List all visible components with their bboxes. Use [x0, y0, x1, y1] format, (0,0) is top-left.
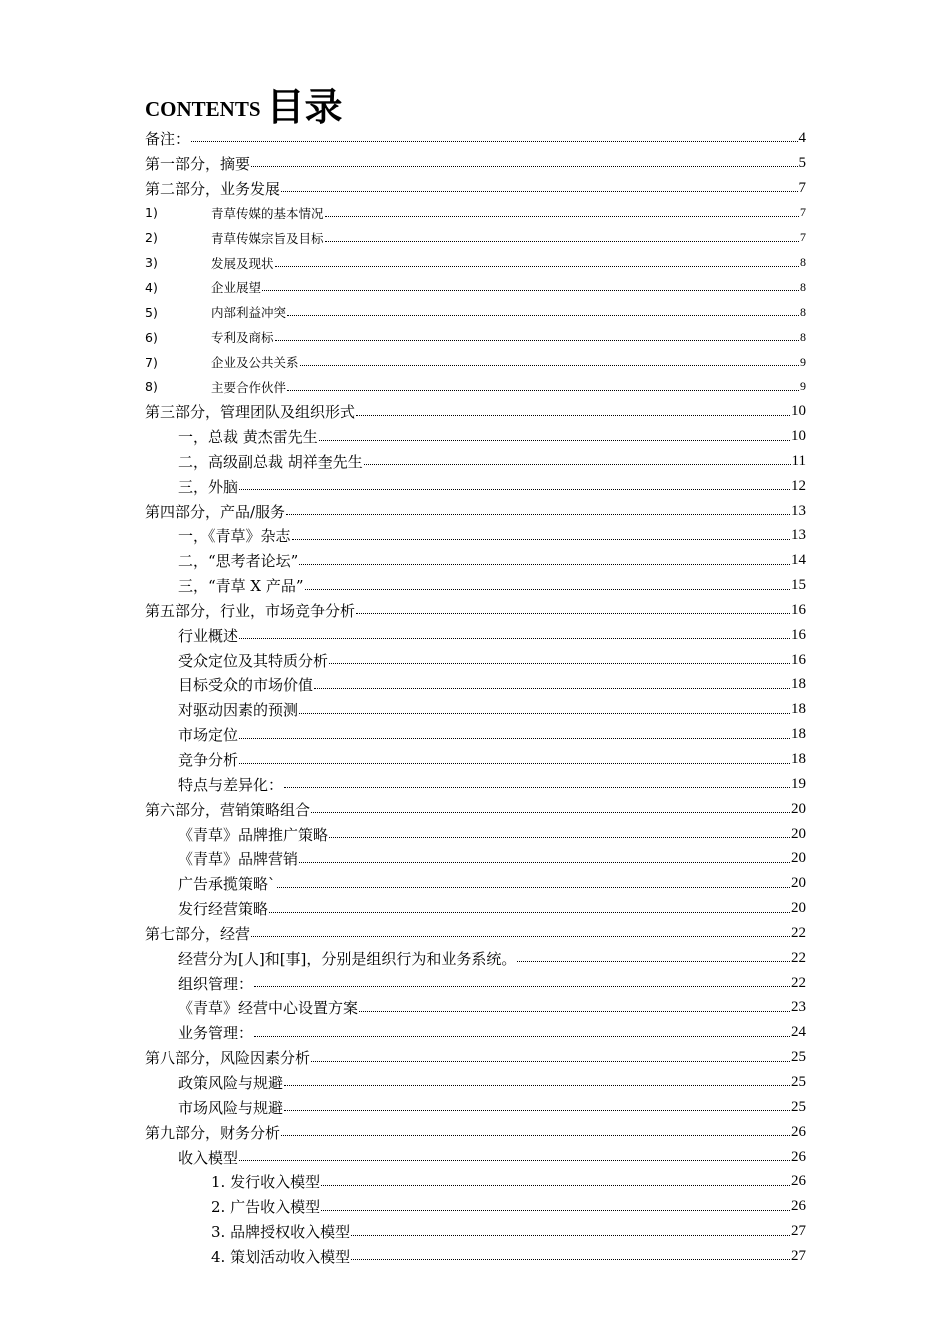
toc-entry[interactable]	[145, 275, 806, 300]
toc-entry-page: 7	[800, 205, 806, 220]
toc-entry-title: 企业及公共关系	[211, 355, 299, 371]
toc-entry[interactable]	[145, 250, 806, 275]
toc-entry-page: 20	[791, 900, 806, 917]
toc-entry-title: 企业展望	[211, 280, 262, 296]
toc-entry-page: 9	[800, 379, 806, 394]
toc-entry[interactable]	[145, 797, 806, 822]
toc-entry-title: 4. 策划活动收入模型	[211, 1247, 351, 1266]
dot-leader	[329, 836, 790, 838]
toc-entry-number: 3)	[145, 255, 158, 271]
toc-entry-title: 内部利益冲突	[211, 305, 287, 321]
toc-entry-page: 20	[791, 875, 806, 892]
toc-entry-page: 24	[791, 1024, 806, 1041]
dot-leader	[251, 935, 790, 937]
toc-entry[interactable]	[145, 896, 806, 921]
toc-entry-page: 5	[798, 154, 806, 171]
toc-entry-title: 青草传媒的基本情况	[211, 205, 324, 221]
toc-entry-title: 第七部分，经营	[145, 924, 251, 943]
toc-entry-page: 12	[791, 477, 806, 494]
toc-entry-page: 18	[791, 701, 806, 718]
toc-entry-title: 第九部分，财务分析	[145, 1123, 281, 1142]
toc-entry-page: 20	[791, 825, 806, 842]
toc-entry-title: 目标受众的市场价值	[178, 676, 314, 695]
toc-entry-title: 《青草》品牌推广策略	[178, 825, 329, 844]
toc-entry[interactable]	[145, 1145, 806, 1170]
toc-entry[interactable]	[145, 225, 806, 250]
dot-leader	[299, 712, 790, 714]
page-title	[145, 80, 343, 129]
toc-entry-page: 20	[791, 800, 806, 817]
toc-entry-number: 4)	[145, 279, 158, 295]
dot-leader	[262, 289, 799, 291]
toc-entry[interactable]	[145, 573, 806, 598]
toc-entry[interactable]	[145, 151, 806, 176]
dot-leader	[287, 314, 799, 316]
dot-leader	[286, 513, 790, 515]
toc-entry-title: 竞争分析	[178, 751, 239, 770]
toc-entry-title: 第六部分，营销策略组合	[145, 800, 311, 819]
toc-entry-title: 第四部分，产品/服务	[145, 502, 286, 521]
toc-entry[interactable]	[145, 1219, 806, 1244]
dot-leader	[311, 1060, 790, 1062]
toc-entry-number: 8)	[145, 379, 158, 395]
toc-entry[interactable]	[145, 325, 806, 350]
toc-entry-page: 25	[791, 1073, 806, 1090]
dot-leader	[300, 364, 799, 366]
toc-entry-title: 三，外脑	[178, 477, 239, 496]
toc-entry[interactable]	[145, 846, 806, 871]
toc-entry-title: 三，“青草 X 产品”	[178, 577, 304, 596]
toc-entry-page: 14	[791, 552, 806, 569]
toc-entry-page: 23	[791, 999, 806, 1016]
toc-entry-page: 13	[791, 502, 806, 519]
dot-leader	[351, 1234, 790, 1236]
toc-entry[interactable]	[145, 424, 806, 449]
toc-entry-title: 广告承揽策略`	[178, 875, 276, 894]
dot-leader	[517, 960, 790, 962]
toc-entry-page: 25	[791, 1049, 806, 1066]
dot-leader	[239, 637, 790, 639]
toc-entry-title: 一，《青草》杂志	[178, 527, 291, 546]
toc-entry[interactable]	[145, 350, 806, 375]
dot-leader	[251, 165, 797, 167]
toc-entry-page: 10	[791, 428, 806, 445]
toc-entry-page: 4	[798, 129, 806, 146]
toc-entry-title: 专利及商标	[211, 330, 274, 346]
toc-entry-title: 备注：	[145, 129, 191, 148]
toc-entry-title: 1. 发行收入模型	[211, 1173, 321, 1192]
toc-entry[interactable]	[145, 300, 806, 325]
dot-leader	[356, 612, 790, 614]
toc-entry-page: 18	[791, 676, 806, 693]
dot-leader	[287, 389, 799, 391]
toc-entry-title: 市场定位	[178, 726, 239, 745]
toc-entry-page: 25	[791, 1098, 806, 1115]
toc-entry[interactable]	[145, 871, 806, 896]
dot-leader	[305, 588, 790, 590]
toc-entry-title: 二，高级副总裁 胡祥奎先生	[178, 452, 363, 471]
toc-entry-title: 组织管理：	[178, 974, 254, 993]
toc-entry[interactable]	[145, 524, 806, 549]
toc-entry[interactable]	[145, 474, 806, 499]
toc-entry[interactable]	[145, 1120, 806, 1145]
dot-leader	[325, 215, 799, 217]
toc-entry[interactable]	[145, 1244, 806, 1269]
toc-entry[interactable]	[145, 697, 806, 722]
dot-leader	[284, 1109, 790, 1111]
toc-entry-page: 27	[791, 1223, 806, 1240]
toc-entry[interactable]	[145, 399, 806, 424]
toc-entry[interactable]	[145, 971, 806, 996]
toc-entry[interactable]	[145, 946, 806, 971]
dot-leader	[356, 414, 790, 416]
toc-entry[interactable]	[145, 1169, 806, 1194]
toc-entry-page: 13	[791, 527, 806, 544]
toc-entry[interactable]	[145, 374, 806, 399]
dot-leader	[351, 1258, 790, 1260]
toc-entry-page: 8	[800, 329, 806, 344]
dot-leader	[292, 538, 790, 540]
toc-entry-title: 青草传媒宗旨及目标	[211, 230, 324, 246]
toc-entry-number: 5)	[145, 304, 158, 320]
toc-entry[interactable]	[145, 623, 806, 648]
dot-leader	[281, 1134, 790, 1136]
toc-entry[interactable]	[145, 598, 806, 623]
toc-entry-page: 8	[800, 255, 806, 270]
toc-entry-title: 第三部分，管理团队及组织形式	[145, 403, 356, 422]
toc-entry-title: 行业概述	[178, 626, 239, 645]
dot-leader	[319, 439, 790, 441]
dot-leader	[299, 563, 790, 565]
dot-leader	[277, 886, 790, 888]
toc-entry-page: 22	[791, 924, 806, 941]
toc-entry[interactable]	[145, 772, 806, 797]
dot-leader	[191, 140, 797, 142]
dot-leader	[314, 687, 790, 689]
dot-leader	[239, 762, 790, 764]
toc-entry-page: 20	[791, 850, 806, 867]
dot-leader	[364, 463, 791, 465]
toc-entry[interactable]	[145, 1045, 806, 1070]
toc-entry-page: 22	[791, 974, 806, 991]
toc-entry[interactable]	[145, 673, 806, 698]
toc-entry[interactable]	[145, 921, 806, 946]
dot-leader	[299, 861, 790, 863]
table-of-contents	[145, 126, 806, 1269]
toc-entry-page: 7	[800, 230, 806, 245]
dot-leader	[325, 240, 799, 242]
toc-entry[interactable]	[145, 648, 806, 673]
toc-entry-page: 9	[800, 354, 806, 369]
toc-entry[interactable]	[145, 722, 806, 747]
dot-leader	[359, 1010, 790, 1012]
toc-entry-title: 主要合作伙伴	[211, 379, 287, 395]
dot-leader	[239, 737, 790, 739]
toc-entry-page: 27	[791, 1247, 806, 1264]
toc-entry[interactable]	[145, 1070, 806, 1095]
dot-leader	[321, 1209, 790, 1211]
toc-entry-page: 11	[791, 452, 806, 469]
toc-entry-page: 10	[791, 403, 806, 420]
dot-leader	[275, 265, 799, 267]
toc-entry-page: 16	[791, 626, 806, 643]
toc-entry-title: 2. 广告收入模型	[211, 1198, 321, 1217]
toc-entry[interactable]	[145, 747, 806, 772]
toc-entry-title: 经营分为[人]和[事]，分别是组织行为和业务系统。	[178, 949, 517, 968]
toc-entry-number: 6)	[145, 329, 158, 345]
toc-entry-page: 22	[791, 949, 806, 966]
toc-entry-page: 18	[791, 751, 806, 768]
toc-entry-page: 19	[791, 775, 806, 792]
dot-leader	[321, 1184, 790, 1186]
dot-leader	[281, 190, 797, 192]
toc-entry[interactable]	[145, 176, 806, 201]
toc-entry-page: 16	[791, 651, 806, 668]
toc-entry[interactable]	[145, 822, 806, 847]
toc-entry-title: 第五部分，行业，市场竞争分析	[145, 601, 356, 620]
toc-entry-title: 第二部分，业务发展	[145, 179, 281, 198]
toc-entry-title: 业务管理：	[178, 1024, 254, 1043]
dot-leader	[329, 662, 790, 664]
toc-entry[interactable]	[145, 1020, 806, 1045]
toc-entry-title: 受众定位及其特质分析	[178, 651, 329, 670]
toc-entry-title: 市场风险与规避	[178, 1098, 284, 1117]
dot-leader	[311, 811, 790, 813]
toc-entry-page: 15	[791, 577, 806, 594]
toc-entry-title: 《青草》品牌营销	[178, 850, 299, 869]
toc-entry-title: 第八部分，风险因素分析	[145, 1049, 311, 1068]
toc-entry-title: 发展及现状	[211, 255, 274, 271]
dot-leader	[239, 488, 790, 490]
toc-entry-title: 第一部分，摘要	[145, 154, 251, 173]
toc-entry-number: 2)	[145, 230, 158, 246]
toc-entry-title: 政策风险与规避	[178, 1073, 284, 1092]
toc-entry-page: 26	[791, 1123, 806, 1140]
toc-entry[interactable]	[145, 1194, 806, 1219]
toc-entry[interactable]	[145, 201, 806, 226]
toc-entry[interactable]	[145, 499, 806, 524]
toc-entry-page: 16	[791, 601, 806, 618]
toc-entry-title: 发行经营策略	[178, 900, 269, 919]
toc-entry-page: 7	[798, 179, 806, 196]
toc-entry-page: 26	[791, 1148, 806, 1165]
title-english: CONTENTS	[145, 97, 261, 121]
toc-entry[interactable]	[145, 449, 806, 474]
toc-entry[interactable]	[145, 126, 806, 151]
toc-entry-title: 《青草》经营中心设置方案	[178, 999, 359, 1018]
toc-entry-title: 特点与差异化：	[178, 775, 284, 794]
toc-entry-title: 二，“思考者论坛”	[178, 552, 299, 571]
toc-entry-page: 26	[791, 1198, 806, 1215]
title-chinese: 目录	[266, 85, 343, 129]
toc-entry-title: 收入模型	[178, 1148, 239, 1167]
toc-entry-number: 1)	[145, 205, 158, 221]
dot-leader	[254, 985, 790, 987]
toc-entry[interactable]	[145, 1095, 806, 1120]
dot-leader	[275, 339, 799, 341]
dot-leader	[269, 911, 790, 913]
toc-entry-number: 7)	[145, 354, 158, 370]
dot-leader	[284, 1084, 790, 1086]
toc-entry-title: 3. 品牌授权收入模型	[211, 1223, 351, 1242]
dot-leader	[284, 786, 790, 788]
toc-entry-title: 对驱动因素的预测	[178, 701, 299, 720]
toc-entry[interactable]	[145, 996, 806, 1021]
toc-entry[interactable]	[145, 548, 806, 573]
dot-leader	[239, 1159, 790, 1161]
dot-leader	[254, 1035, 790, 1037]
toc-entry-page: 8	[800, 304, 806, 319]
toc-entry-page: 8	[800, 279, 806, 294]
toc-entry-title: 一，总裁 黄杰雷先生	[178, 428, 318, 447]
toc-entry-page: 18	[791, 726, 806, 743]
toc-entry-page: 26	[791, 1173, 806, 1190]
